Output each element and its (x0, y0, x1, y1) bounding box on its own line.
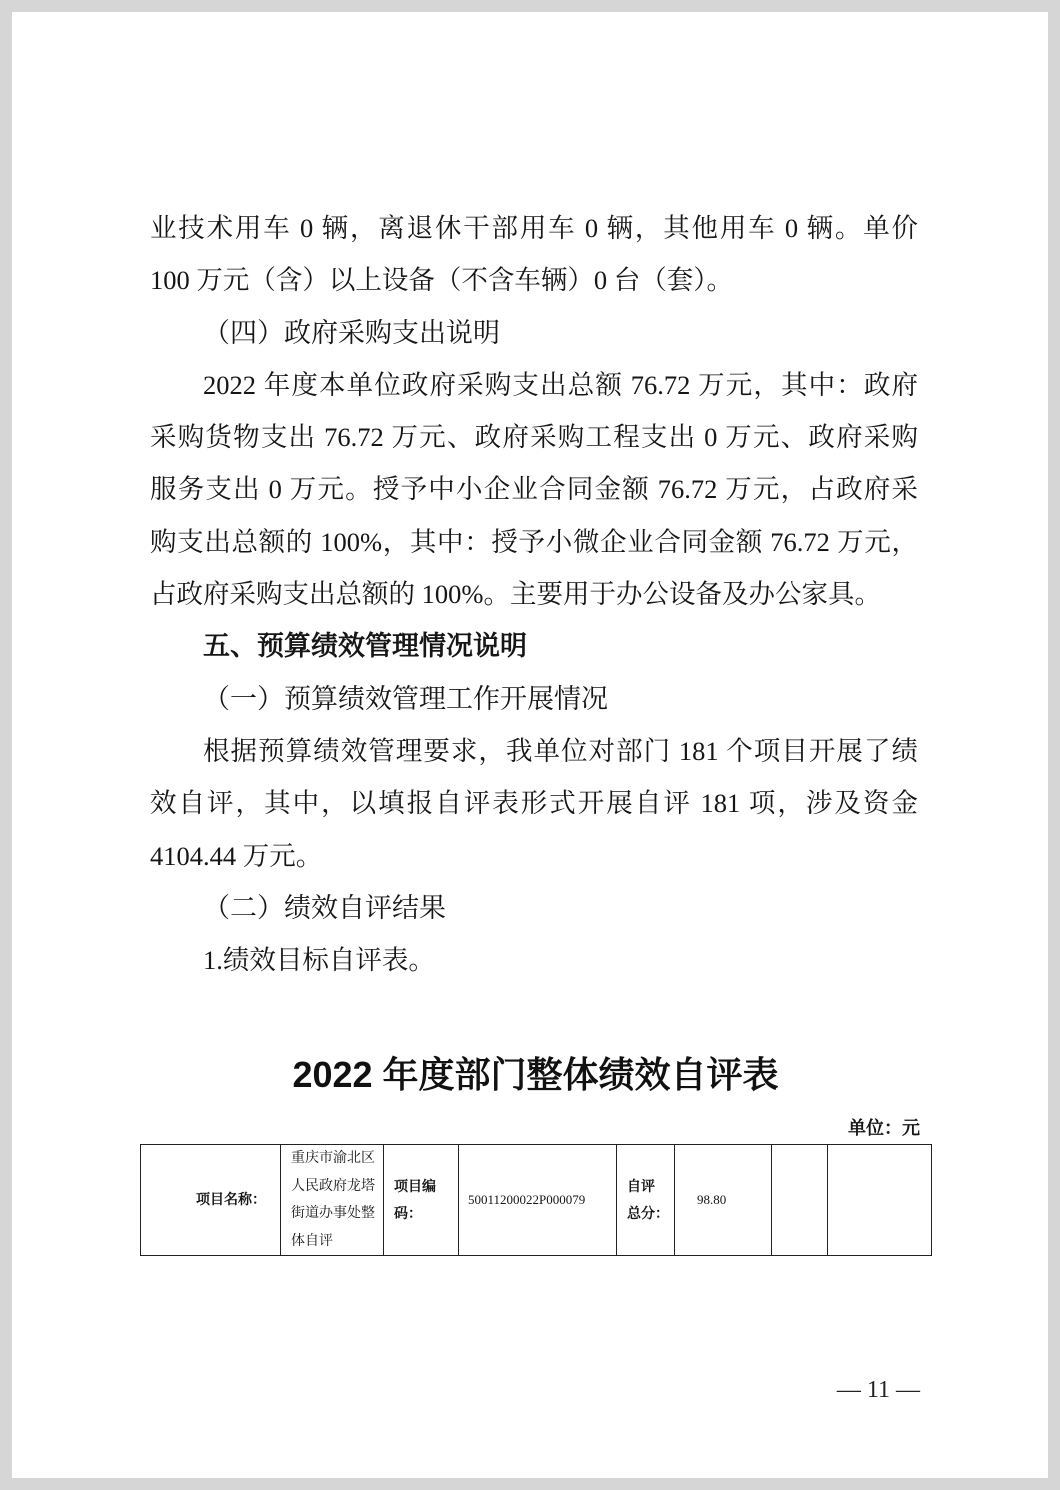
body-line: 根据预算绩效管理要求，我单位对部门 181 个项目开展了绩 (203, 735, 918, 766)
table-title: 2022 年度部门整体绩效自评表 (292, 1054, 779, 1095)
total-score-label (617, 1145, 675, 1256)
total-score-value: 98.80 (675, 1145, 772, 1256)
project-code-label-line: 项目编 (394, 1177, 436, 1194)
body-line: 服务支出 0 万元。授予中小企业合同金额 76.72 万元，占政府采 (150, 474, 918, 505)
self-evaluation-table (140, 1144, 932, 1256)
empty-cell (828, 1145, 932, 1256)
project-name-line: 体自评 (291, 1233, 333, 1249)
subsection-heading-results: （二）绩效自评结果 (203, 892, 446, 923)
body-line: 4104.44 万元。 (150, 840, 323, 871)
project-code-label-line: 码： (394, 1205, 422, 1221)
body-line: 业技术用车 0 辆，离退休干部用车 0 辆，其他用车 0 辆。单价 (150, 213, 918, 243)
table-row (141, 1145, 932, 1256)
project-name-value (281, 1145, 384, 1256)
results-item: 1.绩效目标自评表。 (203, 945, 435, 976)
empty-cell (772, 1145, 828, 1256)
project-name-label: 项目名称： (141, 1145, 281, 1256)
unit-label: 单位：元 (848, 1118, 920, 1138)
project-code-value: 50011200022P000079 (459, 1145, 617, 1256)
body-line: 效自评，其中，以填报自评表形式开展自评 181 项，涉及资金 (150, 788, 918, 819)
subsection-heading-work: （一）预算绩效管理工作开展情况 (203, 683, 608, 714)
project-code-label (384, 1145, 459, 1256)
body-line: 采购货物支出 76.72 万元、政府采购工程支出 0 万元、政府采购 (150, 422, 918, 453)
total-score-label-line: 自评 (627, 1177, 655, 1194)
body-line: 购支出总额的 100%，其中：授予小微企业合同金额 76.72 万元， (150, 526, 918, 557)
total-score-label-line: 总分： (627, 1205, 669, 1221)
project-name-line: 人民政府龙塔 (291, 1178, 375, 1194)
body-line: 100 万元（含）以上设备（不含车辆）0 台（套）。 (150, 265, 733, 296)
body-line: 占政府采购支出总额的 100%。主要用于办公设备及办公家具。 (150, 579, 881, 610)
page-number: — 11 — (836, 1377, 920, 1403)
section-heading-procurement: （四）政府采购支出说明 (203, 317, 500, 348)
section-heading-performance: 五、预算绩效管理情况说明 (203, 631, 527, 662)
project-name-line: 重庆市渝北区 (291, 1151, 375, 1166)
document-page (12, 12, 1048, 1478)
project-name-line: 街道办事处整 (291, 1206, 375, 1221)
body-text (150, 202, 918, 986)
body-line: 2022 年度本单位政府采购支出总额 76.72 万元，其中：政府 (203, 369, 918, 400)
